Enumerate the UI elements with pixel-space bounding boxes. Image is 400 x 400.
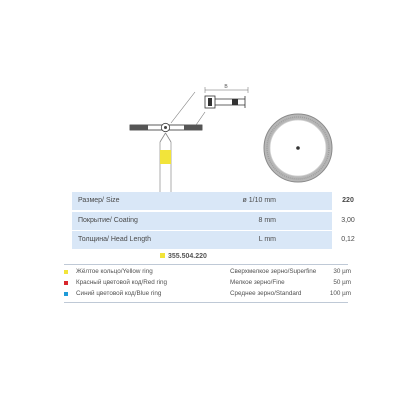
spec-unit: 8 mm [258, 217, 276, 224]
spec-row-size [72, 192, 354, 210]
spec-unit: ø 1/10 mm [242, 197, 276, 204]
reference-code-text: 355.504.220 [168, 253, 207, 260]
spec-value: 3,00 [341, 217, 355, 224]
legend-row-blue [64, 290, 351, 300]
spec-label: Покрытие/ Coating [78, 217, 138, 224]
yellow-ring-band [160, 150, 171, 164]
spec-value: 0,12 [341, 236, 355, 243]
spec-row-coating [72, 212, 355, 230]
legend-name: Жёлтое кольцо/Yellow ring [76, 268, 153, 275]
disc-front-view [264, 114, 332, 182]
yellow-ring-swatch [64, 270, 68, 274]
blue-ring-swatch [64, 292, 68, 296]
legend-name: Синий цветовой код/Blue ring [76, 290, 162, 297]
dimension-label: B [224, 84, 228, 90]
spec-label: Толщина/ Head Length [78, 236, 151, 243]
spec-row-head-length [72, 231, 355, 249]
reference-code [160, 253, 207, 260]
spec-label: Размер/ Size [78, 197, 120, 204]
legend-size: 30 µm [333, 268, 351, 275]
spec-unit: L mm [258, 236, 276, 243]
legend-size: 100 µm [329, 290, 351, 297]
legend-row-red [64, 279, 351, 289]
legend-grit: Мелкое зерно/Fine [230, 279, 285, 286]
divider [64, 264, 348, 265]
spec-value: 220 [342, 197, 354, 204]
red-ring-swatch [64, 281, 68, 285]
legend-row-yellow [64, 268, 351, 278]
legend-grit: Сверхмелкое зерно/Superfine [230, 268, 317, 275]
legend-size: 50 µm [333, 279, 351, 286]
bur-detail-view [205, 84, 248, 108]
legend-grit: Среднее зерно/Standard [230, 290, 302, 297]
divider [64, 302, 348, 303]
yellow-ring-swatch [160, 253, 165, 258]
bur-side-view [130, 92, 205, 192]
legend-name: Красный цветовой код/Red ring [76, 279, 168, 286]
